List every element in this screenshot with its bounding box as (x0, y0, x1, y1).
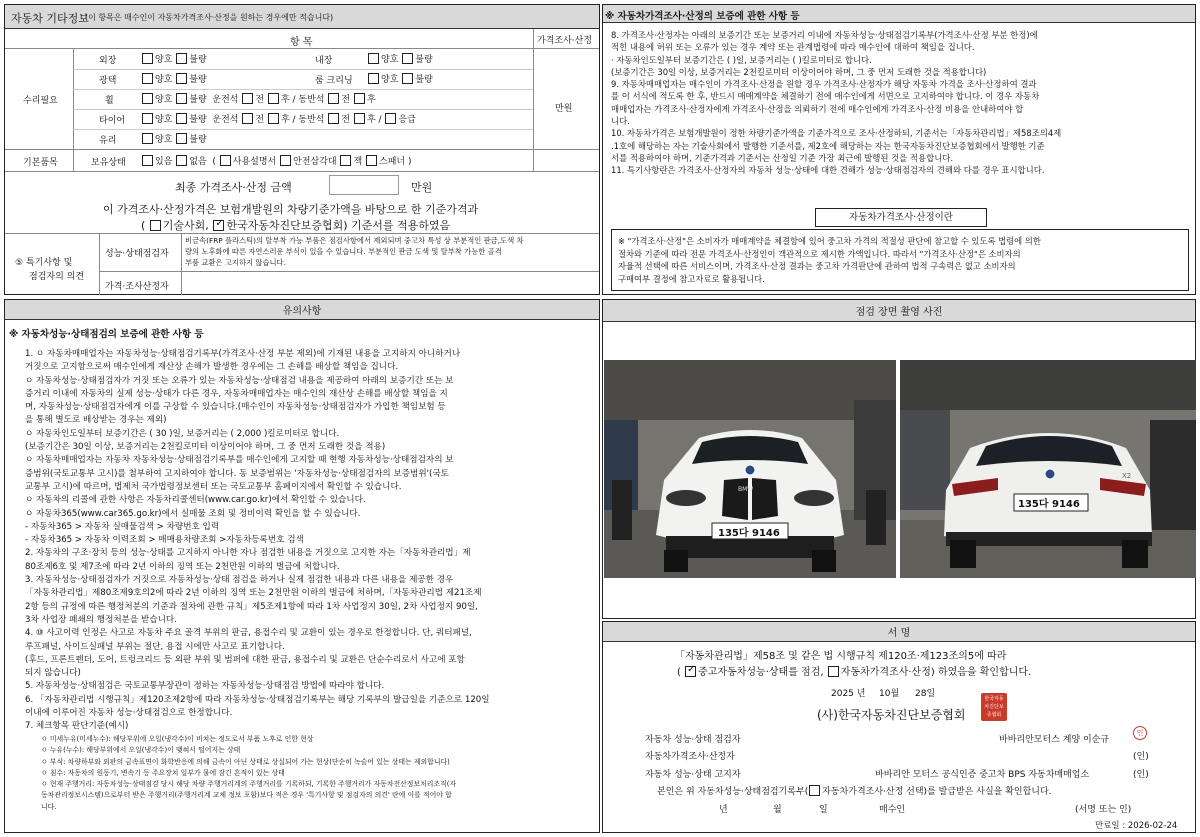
signature-header (603, 622, 1195, 642)
guarantee-line: (보증기간은 30일 이상, 보증거리는 2천킬로미터 이상이어야 하며, 그 중 먼저 도래한 것을 적용합니다) (611, 66, 987, 77)
basis-opt2-checkbox[interactable] (213, 220, 224, 231)
guarantee-line: 를 이 서식에 적도록 한 후, 반드시 매매계약을 체결하기 전에 매수인에게 서면으로 고지하여야 합니다. 이 경우 자동차 (611, 91, 1040, 102)
criteria-line: 니다. (41, 802, 57, 811)
interior-bad-checkbox[interactable] (402, 53, 413, 64)
expiry-date: 만료일 : 2026-02-24 (1095, 821, 1178, 831)
have-checkbox[interactable] (142, 155, 153, 166)
inspector-sign-mark (1133, 726, 1147, 740)
guarantee-line: 니다. (611, 116, 630, 127)
vehicle-other-info-section: 자동차 기타정보 (이 항목은 매수인이 자동차가격조사·산정을 원하는 경우에만 적습니다) 항 목 가격조사·산정 수리필요 기본품목 만원 외장 양호 불량 내장 양호 불량 광택 양호 불량 룸 크리닝 양호 불량 휠 양호 불량 운전석 전 후 / 동반석 전 후 타이어 양호 불량 운전석 전 후 / 동반석 전 후 / 응급 유리 양호 불량 보유상태 있음 없음 ( 사용설명서 안전삼각대 잭 스패너 ) 최종 가격조사·산정 금액 만원 이 가격조사·산정가격은 보험개발원의 차량기준가액을 바탕으로 한 기준가격과 ( 기술사회, ✓ 한국자동차진단보증협회) 기준서를 적용하였음 ⑤ 특기사항 및 점검자의 의견 성능·상태점검자 비금속(FRP 플라스틱)의 탈부착 가능 부품은 점검사항에서 제외되며 중고차 특성 상 부분적인 판금,도색 차 량의 노후화에 따른 자연스러운 부식이 있을 수 있습니다. 부분적인 판금 도색 및 탈부착 가능한 골격 부품 교환은 고지하지 않습니다. 가격·조사산정자 (4, 4, 600, 295)
note-line: ㅇ 자동차인도일부터 보증기간은 ( 30 )일, 보증거리는 ( 2,000 )킬로미터로 합니다. (25, 428, 340, 439)
passenger-seat-label: 동반석 (298, 115, 325, 125)
rear-label: 후 (280, 95, 290, 105)
good-label: 양호 (155, 55, 173, 65)
note-line: 을 통해 별도로 배상받는 경우는 제외) (25, 415, 167, 426)
notes-header-text: 유의사항 (282, 306, 322, 317)
note-line: ㅇ 자동차매매업자는 자동차 자동차성능·상태점검기록부를 매수인에게 고지할 때 현행 자동차성능·상태점검자의 보 (25, 455, 454, 466)
criteria-line: ㅇ 누유(누수): 해당부위에서 오일(냉각수)이 맺혀서 떨어지는 상태 (41, 746, 241, 755)
rear-model-text: X2 (1122, 472, 1132, 480)
note-line: 5. 자동차성능·상태점검은 국토교통부장관이 정하는 자동차성능·상태점검 방법에 따라야 합니다. (25, 681, 385, 692)
buyer-label: 매수인 (879, 805, 906, 815)
definition-title-text: 자동차가격조사·산정이란 (849, 212, 953, 223)
inspector-note-line: 비금속(FRP 플라스틱)의 탈부착 가능 부품은 점검사항에서 제외되며 중고차 특성 상 부분적인 판금,도색 차 (185, 236, 524, 245)
spanner-label: 스패너 (379, 157, 406, 167)
note-line: (보증기간은 30일 이상, 보증거리는 2천킬로미터 이상이어야 하며, 그 중 먼저 도래한 것을 적용) (25, 442, 386, 453)
criteria-lines (41, 734, 456, 813)
note-line: 3차 사업장 폐쇄의 행정처분을 받습니다. (25, 614, 177, 625)
criteria-line: ㅇ 현재 주행거리: 자동차성능·상태점검 당시 해당 차량 주행거리계의 주행거리를 기록하되, 기록한 주행거리가 자동차전산정보처리조직(자 (41, 780, 457, 789)
guarantee-line: · 자동차인도일부터 보증기간은 ( )일, 보증거리는 ( )킬로미터로 합니다. (611, 54, 872, 65)
note-line: 3. 자동차성능·상태점검자가 거짓으로 자동차성능·상태 점검을 하거나 실제 점검한 내용과 다른 내용을 제공한 경우 (25, 575, 454, 586)
gloss-good-checkbox[interactable] (142, 73, 153, 84)
appraiser-row-label: 자동차가격조사·산정자 (645, 752, 735, 762)
tire-driver-front-checkbox[interactable] (242, 113, 253, 124)
rear-plate-text: 135다 9146 (1018, 499, 1080, 510)
bad-label: 불량 (415, 75, 433, 85)
notifier-row-label: 자동차 성능·상태 고지자 (645, 770, 741, 780)
basic-items-label: 기본품목 (23, 158, 58, 168)
opt1-label: 중고자동차성능·상태를 점검, (698, 667, 824, 678)
note-line: 1. ㅇ 자동차매매업자는 자동차성능·상태점검기록부(가격조사·산정 부분 제외)에 기재된 내용을 고지하지 아니하거나 (25, 349, 461, 359)
note-line: 2. 자동차의 구조·장치 등의 성능·상태를 고지하지 아니한 자나 점검한 내용을 거짓으로 고지한 자는「자동차관리법」제 (25, 548, 471, 559)
price-check-checkbox[interactable] (828, 666, 839, 677)
price-won-label: 만원 (555, 104, 573, 114)
wheel-label: 휠 (105, 96, 114, 106)
notes-section (4, 299, 600, 833)
note-line: - 자동차365 > 자동차 이력조회 > 매매용차량조회 >자동차등록번호 검색 (25, 535, 304, 546)
jack-checkbox[interactable] (340, 155, 351, 166)
bad-label: 불량 (189, 95, 207, 105)
exterior-good-checkbox[interactable] (142, 53, 153, 64)
col-item: 항 목 (290, 37, 313, 48)
note-line: 되지 않습니다) (25, 668, 81, 679)
price-guarantee-header (603, 5, 1195, 23)
section-title-note: (이 항목은 매수인이 자동차가격조사·산정을 원하는 경우에만 적습니다) (85, 13, 334, 22)
receipt-pre: 본인은 위 자동차성능·상태점검기록부( (657, 787, 809, 797)
front-label: 전 (255, 115, 265, 125)
note-line: ㅇ 자동차의 리콜에 관한 사항은 자동차리콜센터(www.car.go.kr)에서 확인할 수 있습니다. (25, 495, 366, 506)
note-line: 이내에 이루어진 자동차 성능·상태점검으로 한정합니다. (25, 708, 233, 719)
manual-checkbox[interactable] (220, 155, 231, 166)
room-cleaning-label: 룸 크리닝 (315, 76, 353, 86)
basis-tail: ) 기준서를 적용하였음 (343, 219, 451, 232)
note-line: ㅇ 자동차성능·상태점검자가 거짓 또는 오류가 있는 자동차성능·상태점검 내용을 제공하여 아래의 보증기간 또는 보 (25, 375, 454, 386)
front-label: 전 (341, 95, 351, 105)
guarantee-line: 10. 자동차가격은 보험개발원이 정한 차량기준가액을 기준가격으로 조사·산정하되, 기준서는「자동차관리법」제58조의4제 (611, 128, 1062, 139)
guarantee-line: 9. 자동차매매업자는 매수인이 가격조사·산정을 원할 경우 가격조사·산정자가 해당 자동차 가격을 조사·산정하여 결과 (611, 79, 1037, 90)
sign-year: 2025 년 (831, 689, 866, 699)
notifier-row-value: 바바리안 모터스 공식인증 중고차 BPS 자동차매매업소 (875, 770, 1090, 780)
wheel-driver-rear-checkbox[interactable] (268, 93, 279, 104)
inspector-row-label: 자동차 성능·상태 점검자 (645, 735, 741, 745)
notifier-sign-mark: (인) (1133, 770, 1149, 780)
receipt-line (657, 784, 1052, 797)
bad-label: 불량 (189, 135, 207, 145)
signature-header-text: 서 명 (887, 628, 911, 639)
driver-seat-label: 운전석 (212, 95, 239, 105)
guarantee-line: 8. 가격조사·산정자는 아래의 보증기간 또는 보증거리 이내에 자동차성능·상태점검기록부(가격조사·산정 부분 한정)에 (611, 30, 1038, 40)
tire-pass-front-checkbox[interactable] (328, 113, 339, 124)
price-guarantee-section (602, 4, 1196, 295)
guarantee-line: 서를 적용하여야 하며, 기준가격과 기준서는 산정일 기준 가장 최근에 발행된 것을 적용합니다. (611, 152, 954, 163)
guarantee-line: .1호에 해당하는 자는 기술사회에서 발행한 기준서를, 제2호에 해당하는 자는 한국자동차진단보증협회에서 발행한 기준 (611, 140, 1045, 151)
front-brand-text: BMW (738, 486, 754, 493)
guarantee-line: 적힌 내용에 허위 또는 오류가 있는 경우 계약 또는 관계법령에 따라 매수인에 대하여 책임을 집니다. (611, 42, 975, 53)
line2-tail: ) 하였음을 확인합니다. (930, 667, 1032, 678)
bad-label: 불량 (189, 75, 207, 85)
tire-good-checkbox[interactable] (142, 113, 153, 124)
criteria-line: ㅇ 부식: 차량하부와 외판의 금속표면이 화학반응에 의해 금속이 아닌 상태로 상실되어 가는 현상(단순히 녹슬어 있는 상태는 제외합니다) (41, 757, 450, 766)
front-car-photo (604, 360, 896, 578)
manual-label: 사용설명서 (232, 157, 277, 167)
exterior-bad-checkbox[interactable] (176, 53, 187, 64)
criteria-line: ㅇ 미세누유(미세누수): 해당부위에 오일(냉각수)이 비치는 정도로서 부품 노후로 인한 현상 (41, 735, 314, 743)
appraiser-sign-mark: (인) (1133, 752, 1149, 762)
tire-label: 타이어 (99, 116, 126, 126)
definition-box (611, 229, 1189, 291)
receipt-opt: 자동차가격조사·산정 선택)를 발급받은 사실을 확인합니다. (822, 787, 1052, 797)
bad-label: 불량 (189, 115, 207, 125)
association-seal (981, 693, 1007, 721)
final-price-label: 최종 가격조사·산정 금액 (175, 181, 292, 194)
photos-header-text: 점검 장면 촬영 사진 (855, 307, 943, 318)
front-label: 전 (255, 95, 265, 105)
note-line: 6. 「자동차관리법 시행규칙」제120조제2항에 따라 자동차성능·상태점검기록부는 해당 기록부의 발급일을 기준으로 120일 (25, 694, 490, 705)
final-price-input[interactable] (329, 175, 399, 195)
none-label: 없음 (189, 157, 207, 167)
good-label: 양호 (155, 95, 173, 105)
wheel-driver-front-checkbox[interactable] (242, 93, 253, 104)
association-name: (사)한국자동차진단보증협회 (817, 708, 966, 722)
sign-day: 28일 (915, 689, 936, 699)
driver-seat-label: 운전석 (212, 115, 239, 125)
receipt-year: 년 (719, 805, 728, 815)
bad-label: 불량 (189, 55, 207, 65)
performance-check-checkbox[interactable] (685, 666, 696, 677)
tire-emergency-checkbox[interactable] (385, 113, 396, 124)
criteria-line: ㅇ 침수: 자동차의 원동기, 변속기 등 주요장치 일부가 물에 잠긴 흔적이 있는 상태 (41, 768, 285, 777)
rear-label: 후 (280, 115, 290, 125)
rear-label: 후 (366, 115, 376, 125)
tire-pass-rear-checkbox[interactable] (354, 113, 365, 124)
appraiser-label: 가격·조사산정자 (105, 282, 169, 292)
gloss-bad-checkbox[interactable] (176, 73, 187, 84)
rear-car-photo (900, 360, 1196, 578)
passenger-seat-label: 동반석 (298, 95, 325, 105)
guarantee-line: 매매업자는 가격조사·산정자에게 가격조사·산정을 의뢰하기 전에 매수인에게 가격조사·산정 비용을 안내하여야 합 (611, 103, 1024, 114)
basis-opt2-label: 한국자동차진단보증협회 (226, 219, 344, 232)
good-label: 양호 (155, 135, 173, 145)
front-label: 전 (341, 115, 351, 125)
note-line: 증범위(국토교통부 고시)를 첨부하여 고지하여야 합니다. 동 보증범위는 '자동차성능·상태점검자의 보증범위'(국토 (25, 468, 449, 479)
note-line: (후드, 프론트펜더, 도어, 트렁크리드 등 외판 부위 및 범퍼에 대한 판금, 용접수리 및 교환은 단순수리로서 사고에 포함 (25, 654, 465, 665)
definition-line: 자율적 선택에 따른 서비스이며, 가격조사·산정 결과는 중고차 가격판단에 관하여 법적 구속력은 없고 소비자의 (618, 261, 1016, 271)
owned-status-label: 보유상태 (91, 158, 126, 168)
note-line: - 자동차365 > 자동차 실매물검색 > 차량번호 입력 (25, 521, 220, 532)
jack-label: 잭 (353, 157, 363, 167)
seal-line: 차진단보 (984, 704, 1004, 710)
guarantee-line: 11. 특기사항란은 가격조사·산정자의 자동차 성능·상태에 대한 견해가 성능·상태점검자의 견해와 다를 경우 표시합니다. (611, 165, 1045, 176)
basis-line1: 이 가격조사·산정가격은 보험개발원의 차량기준가액을 바탕으로 한 기준가격과 (103, 203, 479, 216)
note-line: 교통부 고시)에 따르며, 법제처 국가법령정보센터 또는 국토교통부 홈페이지에서 확인할 수 있습니다. (25, 481, 402, 492)
glass-good-checkbox[interactable] (142, 133, 153, 144)
definition-line: ※ "가격조사·산정"은 소비자가 매매계약을 체결함에 있어 중고차 가격의 적절성 판단에 참고할 수 있도록 법령에 의한 (618, 236, 1041, 246)
rear-label: 후 (366, 95, 376, 105)
triangle-label: 안전삼각대 (293, 157, 337, 167)
triangle-checkbox[interactable] (280, 155, 291, 166)
note-line: 80조제6호 및 제7조에 따라 2년 이하의 징역 또는 2천만원 이하의 벌금에 처합니다. (25, 561, 340, 572)
final-price-unit: 만원 (411, 181, 433, 194)
price-guarantee-title: ※ 자동차가격조사·산정의 보증에 관한 사항 등 (605, 11, 800, 22)
good-label: 양호 (155, 115, 173, 125)
opt2-label: 자동차가격조사·산정 (840, 667, 931, 678)
cleaning-bad-checkbox[interactable] (402, 73, 413, 84)
glass-bad-checkbox[interactable] (176, 133, 187, 144)
notes-lines (25, 348, 490, 734)
definition-line: 구매여부 결정에 참고자료로 활용됩니다. (618, 273, 765, 284)
tire-bad-checkbox[interactable] (176, 113, 187, 124)
column-header-row (5, 29, 599, 49)
criteria-line: 동차관리정보시스템)으로부터 받은 주행거리(주행거리계 교체 정보 포함)보다 적은 경우 '특기사항 및 점검자의 의견' 란에 이를 적어야 합 (41, 791, 452, 800)
special-label-1: ⑤ 특기사항 및 (15, 258, 73, 268)
gloss-label: 광택 (99, 76, 117, 86)
note-line: 7. 체크항목 판단기준(예시) (25, 721, 129, 732)
inspector-mark-text: 인 (1136, 729, 1144, 737)
emergency-label: 응급 (398, 115, 416, 125)
note-line: 며, 자동차성능·상태점검자에게 이를 구상할 수 있습니다.(매수인이 자동차성능·상태점검자가 가입한 책임보험 등 (25, 402, 446, 413)
repair-label: 수리필요 (23, 96, 58, 106)
price-guarantee-items (611, 29, 1061, 177)
wheel-pass-rear-checkbox[interactable] (354, 93, 365, 104)
signature-section (602, 621, 1196, 833)
inspector-note (185, 235, 524, 268)
definition-box-title (815, 208, 987, 227)
wheel-bad-checkbox[interactable] (176, 93, 187, 104)
front-plate-text: 135다 9146 (718, 528, 780, 539)
receipt-month: 월 (773, 805, 782, 815)
notes-header (5, 300, 599, 320)
sign-month: 10월 (879, 689, 900, 699)
signature-line1: 「자동차관리법」제58조 및 같은 법 시행규칙 제120조·제123조의5에 따라 (675, 651, 1007, 662)
note-line: 증거리 이내에 자동차의 실제 성능·상태가 다른 경우, 자동차매매업자는 매수인의 재산상 손해를 배상할 책임을 지 (25, 388, 448, 399)
interior-label: 내장 (315, 56, 333, 66)
note-line: 「자동차관리법」제80조제9호의2에 따라 2년 이하의 징역 또는 2천만원 이하의 벌금에 처하며,「자동차관리법 제21조제 (25, 588, 482, 599)
buyer-sign: (서명 또는 인) (1075, 805, 1132, 815)
section-header (5, 5, 599, 29)
cleaning-good-checkbox[interactable] (368, 73, 379, 84)
note-line: 2항 등의 규정에 따른 행정처분의 기준과 절차에 관한 규칙」제5조제1항에 따라 1차 사업정지 30일, 2차 사업정지 90일, (25, 601, 478, 612)
inspector-note-line: 량의 노후화에 따른 자연스러운 부식이 있을 수 있습니다. 부분적인 판금 도색 및 탈부착 가능한 골격 (185, 247, 502, 256)
col-price: 가격조사·산정 (537, 36, 593, 46)
have-label: 있음 (155, 157, 173, 167)
photos-header (603, 300, 1195, 322)
interior-good-checkbox[interactable] (368, 53, 379, 64)
note-line: 루프패널, 사이드실패널 부위는 절단, 용접 시에만 사고로 표기합니다. (25, 641, 285, 652)
basis-opt1-checkbox[interactable] (150, 220, 161, 231)
seal-line: 한국자동 (984, 696, 1004, 702)
good-label: 양호 (381, 55, 399, 65)
inspector-note-line: 부품 교환은 고지하지 않습니다. (185, 258, 286, 267)
spanner-checkbox[interactable] (366, 155, 377, 166)
special-label-2: 점검자의 의견 (29, 272, 85, 282)
tire-driver-rear-checkbox[interactable] (268, 113, 279, 124)
none-checkbox[interactable] (176, 155, 187, 166)
glass-label: 유리 (99, 136, 117, 146)
basis-line2: ( 기술사회, ✓ 한국자동차진단보증협회) 기준서를 적용하였음 (141, 217, 450, 233)
good-label: 양호 (381, 75, 399, 85)
bad-label: 불량 (415, 55, 433, 65)
note-line: 거짓으로 고지함으로써 매수인에게 재산상 손해가 발생한 경우에는 그 손해를 배상할 책임을 집니다. (25, 362, 399, 373)
receipt-price-checkbox[interactable] (809, 785, 820, 796)
photos-section (602, 299, 1196, 619)
wheel-good-checkbox[interactable] (142, 93, 153, 104)
definition-line: 절차와 기준에 따라 전문 가격조사·산정인이 객관적으로 제시한 가액입니다. 따라서 "가격조사·산정"은 소비자의 (618, 248, 1021, 259)
good-label: 양호 (155, 75, 173, 85)
inspector-label: 성능·상태점검자 (105, 249, 169, 259)
section-title: 자동차 기타정보 (11, 12, 89, 25)
wheel-pass-front-checkbox[interactable] (328, 93, 339, 104)
basis-opt1-label: 기술사회, (162, 219, 209, 232)
notes-title: ※ 자동차성능·상태점검의 보증에 관한 사항 등 (9, 329, 204, 340)
note-line: ㅇ 자동차365(www.car365.go.kr)에서 실매물 조회 및 정비이력 확인을 할 수 있습니다. (25, 508, 361, 519)
signature-line2: ( ✓중고자동차성능·상태를 점검, 자동차가격조사·산정) 하였음을 확인합니다. (677, 663, 1031, 678)
note-line: 4. ⑩ 사고이력 인정은 사고로 자동차 주요 골격 부위의 판금, 용접수리 및 교환이 있는 경우로 한정합니다. 단, 쿼터패널, (25, 628, 472, 639)
inspector-row-value: 바바리안모터스 계양 이순규 (999, 735, 1110, 745)
seal-line: 증협회 (986, 712, 1002, 718)
exterior-label: 외장 (99, 56, 117, 66)
receipt-day: 일 (819, 805, 828, 815)
